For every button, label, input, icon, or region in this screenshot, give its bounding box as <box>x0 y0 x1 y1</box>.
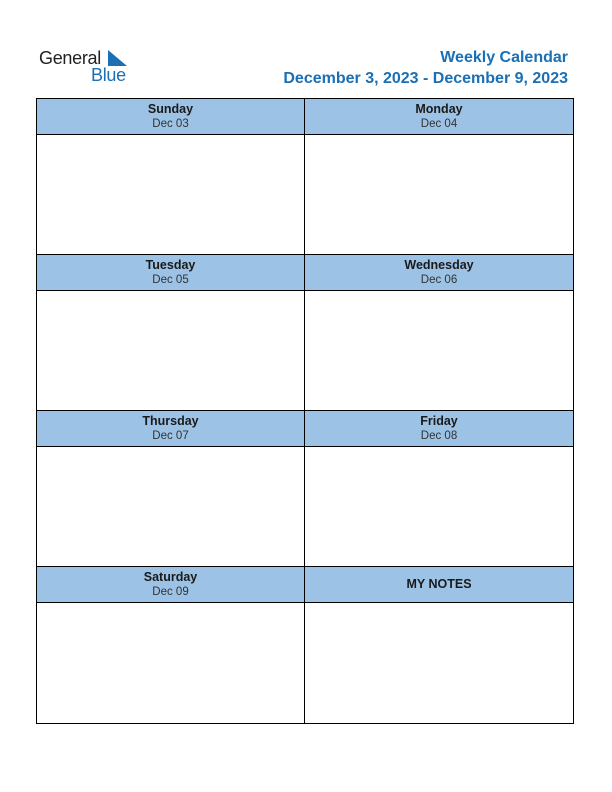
day-header <box>305 99 573 135</box>
day-name: Sunday <box>147 102 194 116</box>
day-date: Dec 04 <box>420 118 458 130</box>
day-name: Thursday <box>142 414 199 428</box>
day-cell-thursday <box>37 411 305 567</box>
my-notes-cell <box>305 567 573 723</box>
general-blue-logo <box>39 46 139 86</box>
day-notes-area[interactable] <box>37 447 304 566</box>
day-name: Friday <box>420 414 458 428</box>
day-header <box>305 255 573 291</box>
logo-word-general: General <box>39 48 101 68</box>
day-name: Tuesday <box>145 258 196 272</box>
logo-word-blue: Blue <box>91 65 126 85</box>
day-cell-wednesday <box>305 255 573 411</box>
date-range: December 3, 2023 - December 9, 2023 <box>283 70 568 87</box>
day-header <box>37 99 304 135</box>
day-notes-area[interactable] <box>37 603 304 723</box>
day-notes-area[interactable] <box>305 291 573 410</box>
day-date: Dec 09 <box>152 586 189 598</box>
day-cell-monday <box>305 99 573 255</box>
page-title: Weekly Calendar <box>440 49 568 66</box>
day-date: Dec 08 <box>420 430 458 442</box>
day-cell-friday <box>305 411 573 567</box>
day-notes-area[interactable] <box>37 291 304 410</box>
logo-triangle-icon <box>108 50 127 66</box>
day-header <box>37 411 304 447</box>
day-name: Wednesday <box>404 258 474 272</box>
day-notes-area[interactable] <box>305 447 573 566</box>
notes-area[interactable] <box>305 603 573 723</box>
day-date: Dec 06 <box>420 274 458 286</box>
day-notes-area[interactable] <box>305 135 573 254</box>
calendar-title-block <box>283 48 568 88</box>
day-cell-sunday <box>37 99 305 255</box>
day-header <box>37 567 304 603</box>
week-grid <box>36 98 574 724</box>
day-cell-saturday <box>37 567 305 723</box>
day-header <box>305 411 573 447</box>
day-name: Saturday <box>143 570 198 584</box>
day-header <box>37 255 304 291</box>
day-date: Dec 03 <box>152 118 189 130</box>
day-date: Dec 07 <box>152 430 189 442</box>
day-cell-tuesday <box>37 255 305 411</box>
notes-header <box>305 567 573 603</box>
day-name: Monday <box>415 102 463 116</box>
day-date: Dec 05 <box>152 274 189 286</box>
day-notes-area[interactable] <box>37 135 304 254</box>
notes-title: MY NOTES <box>406 577 472 591</box>
